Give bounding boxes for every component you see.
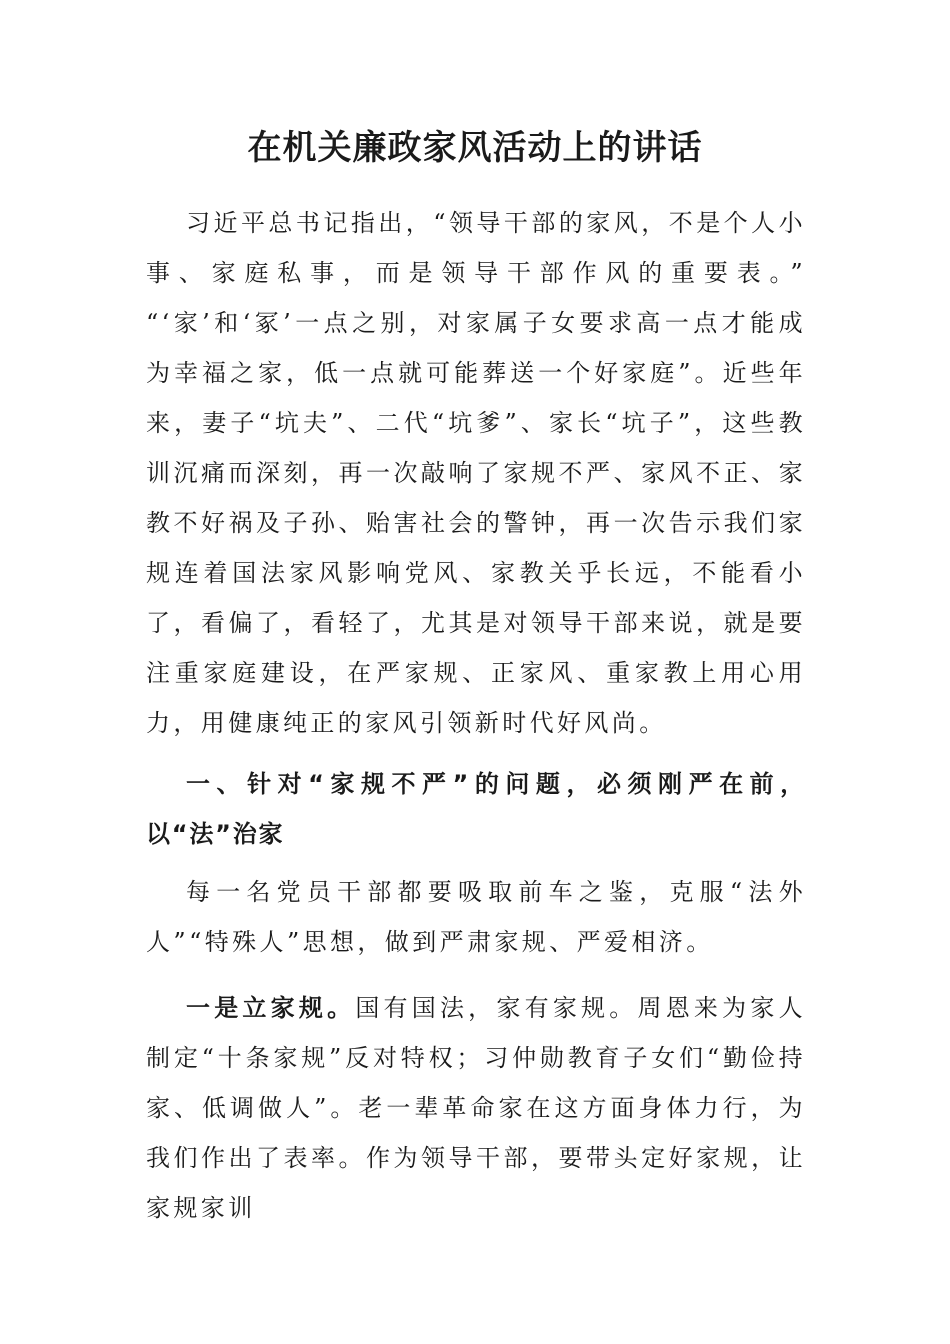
intro-paragraph: 习近平总书记指出，“领导干部的家风，不是个人小事、家庭私事，而是领导干部作风的重要表。” “‘家’和‘冢’一点之别，对家属子女要求高一点才能成为幸福之家，低一点就可能葬送一个好家庭”。近些年来，妻子“坑夫”、二代“坑爹”、家长“坑子”，这些教训沉痛而深刻，再一次敲响了家规不严、家风不正、家教不好祸及子孙、贻害社会的警钟，再一次告示我们家规连着国法家风影响党风、家教关乎长远，不能看小了，看偏了，看轻了，尤其是对领导干部来说，就是要注重家庭建设，在严家规、正家风、重家教上用心用力，用健康纯正的家风引领新时代好风尚。 bbox=[146, 209, 806, 737]
point-one-text: 国有国法，家有家规。周恩来为家人制定“十条家规”反对特权；习仲勋教育子女们“勤俭持家、低调做人”。老一辈革命家在这方面身体力行，为我们作出了表率。作为领导干部，要带头定好家规，让家规家训 bbox=[146, 994, 806, 1222]
section-heading: 一、针对“家规不严”的问题，必须刚严在前，以“法”治家 bbox=[146, 770, 806, 848]
point-one-paragraph bbox=[146, 983, 806, 1233]
document-title: 在机关廉政家风活动上的讲话 bbox=[247, 128, 703, 168]
section-intro-paragraph: 每一名党员干部都要吸取前车之鉴，克服“法外人”“特殊人”思想，做到严肃家规、严爱相济。 bbox=[146, 878, 806, 956]
point-one-lead: 一是立家规。 bbox=[186, 993, 356, 1022]
